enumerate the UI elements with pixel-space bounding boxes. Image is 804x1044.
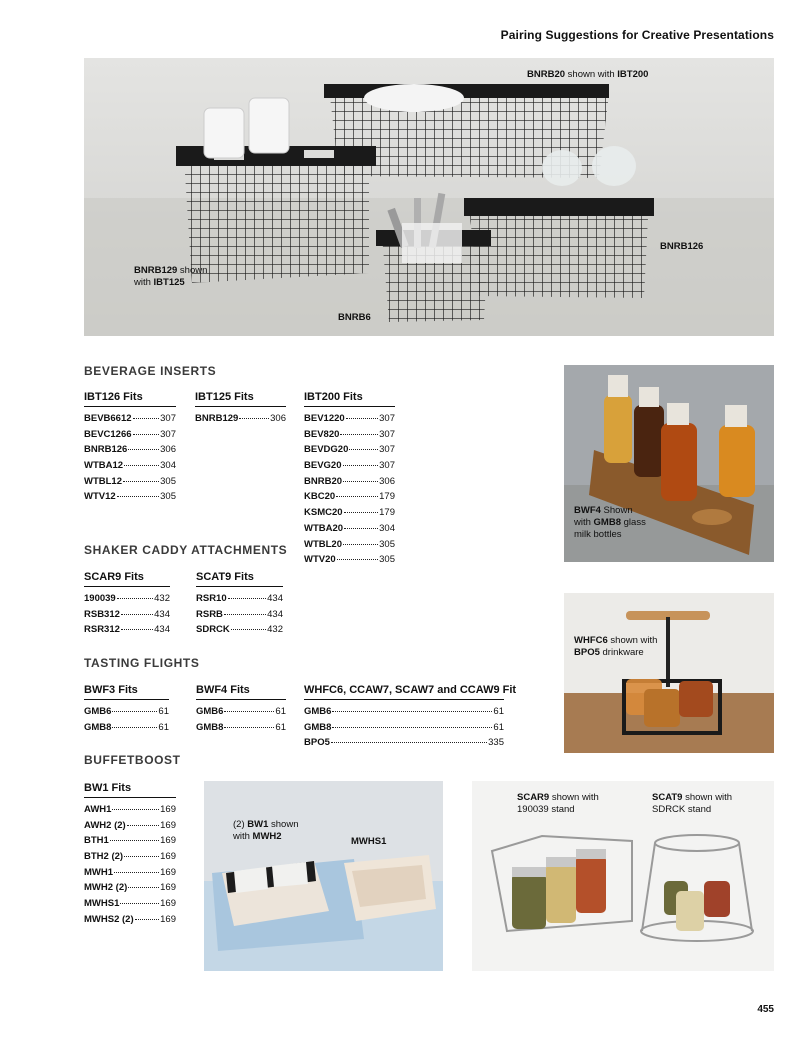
sku-label: SDRCK <box>196 624 230 636</box>
table-row <box>304 523 395 539</box>
table-bwf3 <box>84 684 169 737</box>
table-row <box>84 914 176 930</box>
table-ibt200 <box>304 391 395 570</box>
dot-leader <box>231 629 266 630</box>
dot-leader <box>133 418 160 419</box>
page-ref: 305 <box>379 538 395 550</box>
caption-bnrb126: BNRB126 <box>660 241 704 252</box>
dot-leader <box>133 434 160 435</box>
hero-photo-wire-baskets <box>84 58 774 336</box>
dot-leader <box>224 711 274 712</box>
heading-buffetboost: BUFFETBOOST <box>84 753 181 767</box>
page-ref: 169 <box>160 835 176 847</box>
table-row <box>196 624 283 640</box>
dot-leader <box>346 418 378 419</box>
table-row <box>84 476 176 492</box>
dot-leader <box>332 727 492 728</box>
table-row <box>304 507 395 523</box>
page-ref: 432 <box>267 624 283 636</box>
sku-label: MWH2 (2) <box>84 882 128 894</box>
page-ref: 306 <box>379 475 395 487</box>
sku-label: GMB6 <box>304 706 332 717</box>
page-ref: 307 <box>379 413 395 424</box>
table-row <box>84 413 176 429</box>
page-ref: 169 <box>160 898 176 910</box>
sku-label: BNRB129 <box>195 413 239 424</box>
table-row <box>304 491 395 507</box>
sku-label: BEV1220 <box>304 413 345 424</box>
page-ref: 307 <box>160 428 176 440</box>
sku-label: KSMC20 <box>304 507 343 519</box>
page-ref: 169 <box>160 882 176 894</box>
page-ref: 305 <box>160 491 176 503</box>
dot-leader <box>239 418 269 419</box>
sku-label: AWH2 (2) <box>84 819 126 831</box>
dot-leader <box>123 481 159 482</box>
dot-leader <box>112 727 157 728</box>
table-title: BW1 Fits <box>84 782 176 798</box>
page-ref: 61 <box>275 721 286 733</box>
dot-leader <box>331 742 487 743</box>
page-ref: 306 <box>270 413 286 424</box>
table-row <box>304 444 395 460</box>
sku-label: BPO5 <box>304 737 330 749</box>
table-title: IBT126 Fits <box>84 391 176 407</box>
sku-label: RSR312 <box>84 624 120 636</box>
table-bwf4 <box>196 684 286 737</box>
sku-label: WTBA12 <box>84 460 124 472</box>
dot-leader <box>112 809 159 810</box>
dot-leader <box>340 434 378 435</box>
dot-leader <box>121 629 153 630</box>
table-title: BWF3 Fits <box>84 684 169 700</box>
sku-label: RSRB <box>196 608 223 620</box>
page-ref: 307 <box>379 428 395 440</box>
page-ref: 61 <box>493 706 504 717</box>
table-scat9 <box>196 571 283 640</box>
table-row <box>304 737 504 753</box>
table-row <box>304 539 395 555</box>
heading-tasting-flights: TASTING FLIGHTS <box>84 656 200 670</box>
sku-label: GMB6 <box>196 706 224 717</box>
sku-label: MWHS1 <box>84 898 120 910</box>
page-ref: 179 <box>379 491 395 503</box>
table-ibt125 <box>195 391 286 429</box>
dot-leader <box>343 544 378 545</box>
sku-label: BNRB126 <box>84 444 128 456</box>
table-row <box>84 444 176 460</box>
page-ref: 169 <box>160 804 176 815</box>
table-row <box>304 706 504 722</box>
page-ref: 61 <box>158 721 169 733</box>
table-row <box>304 460 395 476</box>
page-ref: 61 <box>275 706 286 717</box>
table-title: SCAT9 Fits <box>196 571 283 587</box>
table-row <box>84 593 170 609</box>
table-row <box>304 429 395 445</box>
dot-leader <box>121 614 153 615</box>
heading-shaker-caddy: SHAKER CADDY ATTACHMENTS <box>84 543 288 557</box>
sku-label: 190039 <box>84 593 116 604</box>
table-row <box>84 722 169 738</box>
table-row <box>196 609 283 625</box>
page-ref: 335 <box>488 737 504 749</box>
dot-leader <box>117 496 159 497</box>
dot-leader <box>224 727 274 728</box>
caption-bnrb6: BNRB6 <box>338 312 371 323</box>
page-ref: 305 <box>160 475 176 487</box>
photo-bw1-buffetboost <box>204 781 443 971</box>
page-ref: 169 <box>160 866 176 878</box>
page-ref: 169 <box>160 913 176 925</box>
sku-label: WTBL20 <box>304 538 342 550</box>
page-ref: 305 <box>379 554 395 566</box>
sku-label: BTH1 <box>84 835 109 847</box>
dot-leader <box>128 449 159 450</box>
sku-label: BEVDG20 <box>304 444 349 456</box>
table-row <box>304 476 395 492</box>
caption-bw1: (2) BW1 shown with MWH2 <box>233 819 299 842</box>
page-number: 455 <box>757 1004 774 1015</box>
dot-leader <box>336 496 378 497</box>
page-ref: 61 <box>158 706 169 717</box>
table-row <box>196 722 286 738</box>
sku-label: MWH1 <box>84 866 114 878</box>
table-title: IBT125 Fits <box>195 391 286 407</box>
page-ref: 169 <box>160 851 176 863</box>
sku-label: BEVG20 <box>304 460 342 472</box>
dot-leader <box>117 598 153 599</box>
sku-label: RSR10 <box>196 593 227 604</box>
dot-leader <box>224 614 266 615</box>
table-row <box>84 804 176 820</box>
page-ref: 434 <box>267 608 283 620</box>
sku-label: BEV820 <box>304 428 340 440</box>
table-title: IBT200 Fits <box>304 391 395 407</box>
table-title: BWF4 Fits <box>196 684 286 700</box>
page-ref: 432 <box>154 593 170 604</box>
table-whfc6 <box>304 684 517 753</box>
page-ref: 61 <box>493 721 504 733</box>
sku-label: GMB8 <box>304 721 332 733</box>
sku-label: WTV12 <box>84 491 116 503</box>
dot-leader <box>349 449 378 450</box>
page-ref: 306 <box>160 444 176 456</box>
caption-whfc6: WHFC6 shown with BPO5 drinkware <box>574 635 658 658</box>
page-ref: 434 <box>154 624 170 636</box>
dot-leader <box>112 711 157 712</box>
caddy-illustration <box>564 593 774 753</box>
dot-leader <box>120 903 159 904</box>
table-row <box>84 820 176 836</box>
table-row <box>84 706 169 722</box>
table-row <box>196 706 286 722</box>
table-title: WHFC6, CCAW7, SCAW7 and CCAW9 Fit <box>304 684 504 700</box>
sku-label: BNRB20 <box>304 475 343 487</box>
table-row <box>84 882 176 898</box>
caption-bwf4: BWF4 Shown with GMB8 glass milk bottles <box>574 505 646 540</box>
dot-leader <box>344 528 378 529</box>
table-row <box>196 593 283 609</box>
table-row <box>84 835 176 851</box>
sku-label: GMB8 <box>84 721 112 733</box>
photo-whfc6-caddy <box>564 593 774 753</box>
caption-bnrb20: BNRB20 shown with IBT200 <box>527 69 649 80</box>
page-header-title: Pairing Suggestions for Creative Presentations <box>500 28 774 42</box>
table-row <box>84 460 176 476</box>
sku-label: KBC20 <box>304 491 336 503</box>
sku-label: BEVB6612 <box>84 413 132 424</box>
page-ref: 434 <box>267 593 283 604</box>
caption-scar9: SCAR9 shown with 190039 stand <box>517 792 599 815</box>
page-ref: 307 <box>379 460 395 472</box>
dot-leader <box>344 512 379 513</box>
page-ref: 304 <box>160 460 176 472</box>
dot-leader <box>332 711 492 712</box>
sku-label: AWH1 <box>84 804 112 815</box>
table-row <box>84 851 176 867</box>
table-ibt126 <box>84 391 176 507</box>
page-ref: 169 <box>160 819 176 831</box>
sku-label: WTBA20 <box>304 522 344 534</box>
sku-label: MWHS2 (2) <box>84 913 134 925</box>
sku-label: BTH2 (2) <box>84 851 124 863</box>
sku-label: GMB6 <box>84 706 112 717</box>
caption-scat9: SCAT9 shown with SDRCK stand <box>652 792 733 815</box>
dot-leader <box>343 481 378 482</box>
dot-leader <box>127 825 159 826</box>
page-ref: 307 <box>160 413 176 424</box>
table-row <box>304 722 504 738</box>
wire-baskets-illustration <box>84 58 774 336</box>
caption-mwhs1: MWHS1 <box>351 836 387 847</box>
table-row <box>195 413 286 429</box>
dot-leader <box>124 465 159 466</box>
heading-beverage-inserts: BEVERAGE INSERTS <box>84 364 217 378</box>
table-row <box>304 413 395 429</box>
table-title: SCAR9 Fits <box>84 571 170 587</box>
table-row <box>84 491 176 507</box>
dot-leader <box>135 919 160 920</box>
table-scar9 <box>84 571 170 640</box>
dot-leader <box>128 887 159 888</box>
dot-leader <box>110 840 159 841</box>
dot-leader <box>343 465 379 466</box>
page-ref: 304 <box>379 522 395 534</box>
table-row <box>84 898 176 914</box>
dot-leader <box>124 856 159 857</box>
table-row <box>84 609 170 625</box>
page-ref: 179 <box>379 507 395 519</box>
sku-label: WTBL12 <box>84 475 122 487</box>
dot-leader <box>228 598 267 599</box>
table-row <box>84 624 170 640</box>
dot-leader <box>337 559 378 560</box>
dot-leader <box>114 872 159 873</box>
sku-label: WTV20 <box>304 554 336 566</box>
table-row <box>84 429 176 445</box>
page-ref: 307 <box>379 444 395 456</box>
buffetboost-illustration <box>204 781 443 971</box>
page-ref: 434 <box>154 608 170 620</box>
table-row <box>84 867 176 883</box>
caption-bnrb129: BNRB129 shown with IBT125 <box>134 265 208 288</box>
sku-label: BEVC1266 <box>84 428 132 440</box>
table-bw1 <box>84 782 176 930</box>
sku-label: RSB312 <box>84 608 120 620</box>
table-row <box>304 554 395 570</box>
sku-label: GMB8 <box>196 721 224 733</box>
